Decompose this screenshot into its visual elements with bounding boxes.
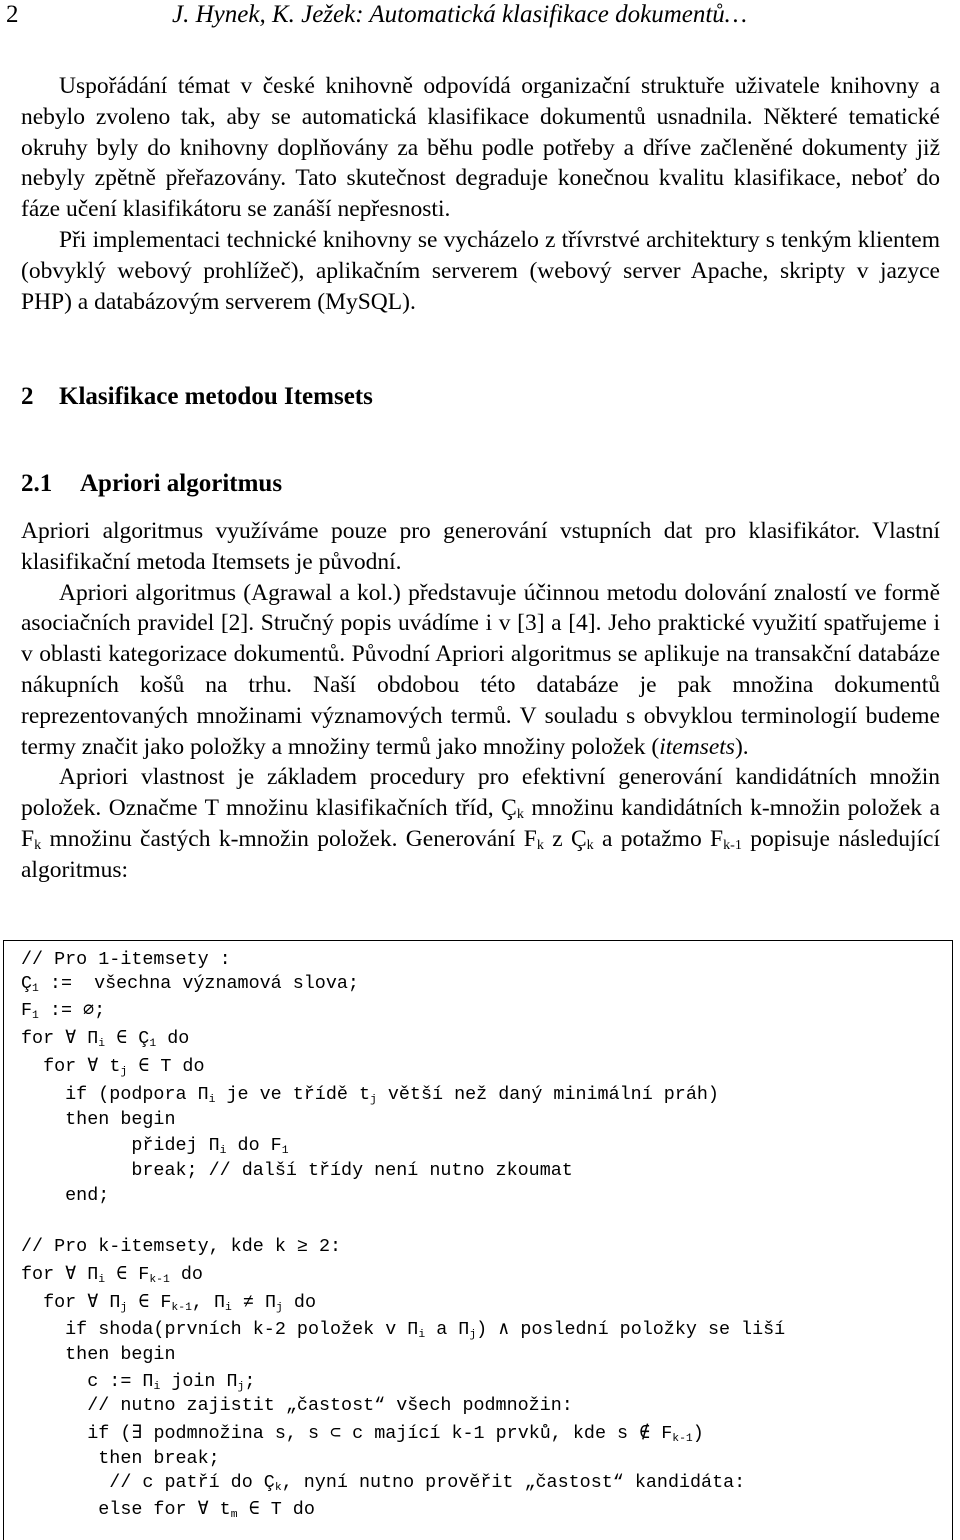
code-line: then break; xyxy=(21,1448,220,1469)
code-line: // nutno zajistit „častost“ všech podmnožin: xyxy=(21,1395,573,1416)
code-line: for ∀ $\Pi_j$ ∈ $F_{k-1}$, $\Pi_i \ne \Pi_j$ do xyxy=(21,1292,316,1314)
section-2-1-heading xyxy=(21,469,282,499)
apriori-paragraph-2: Apriori algoritmus (Agrawal a kol.) představuje účinnou metodu dolování znalostí ve formě asociačních pravidel [2]. Stručný popis uvádíme i v [3] a [4]. Jeho praktické využití spatřujeme i v oblasti kategorizace dokumentů. Původní Apriori algoritmus se aplikuje na transakční databáze nákupních košů na trhu. Naší obdobou této databáze je pak množina dokumentů reprezentovaných množinami významových termů. V souladu s obvyklou terminologií budeme termy značit jako položky a množiny termů jako množiny položek (itemsets). xyxy=(21,579,940,760)
subsection-title: Apriori algoritmus xyxy=(80,470,283,497)
apriori-paragraph-3: Apriori vlastnost je základem procedury pro efektivní generování kandidátních množin položek. Označme T množinu klasifikačních tříd, $Ç_k$ množinu kandidátních k-množin položek a $F_k$ množinu častých k-množin položek. Generování $F_k$ z $Ç_k$ a potažmo $F_{k-1}$ popisuje následující algoritmus: xyxy=(21,764,941,883)
code-line: then begin xyxy=(21,1109,176,1130)
code-line: c := $\Pi_i$ join $\Pi_j$; xyxy=(21,1371,256,1393)
page-number: 2 xyxy=(6,1,19,28)
code-line: $F_1$ := ∅; xyxy=(21,1000,106,1022)
code-line: // Pro 1-itemsety : xyxy=(21,949,231,970)
code-line: // Pro k-itemsety, kde k ≥ 2: xyxy=(21,1236,342,1257)
code-line: if shoda(prvních k-2 položek v $\Pi_i$ a $\Pi_j$) ∧ poslední položky se liší xyxy=(21,1319,786,1341)
code-line: if (∃ podmnožina s, s ⊂ c mající k-1 prvků, kde s ∉ $F_{k-1}$) xyxy=(21,1423,704,1445)
intro-paragraph-2: Při implementaci technické knihovny se vycházelo z třívrstvé architektury s tenkým klientem (obvyklý webový prohlížeč), aplikačním serverem (webový server Apache, skripty v jazyce PHP) a databázovým serverem (MySQL). xyxy=(21,226,940,315)
code-line: break; // další třídy není nutno zkoumat xyxy=(21,1160,573,1181)
code-line: for ∀ $\Pi_i$ ∈ $Ç_1$ do xyxy=(21,1028,190,1050)
intro-section xyxy=(21,71,940,317)
code-line: $Ç_1$ := všechna významová slova; xyxy=(21,973,359,995)
code-line: if (podpora $\Pi_i$ je ve třídě $t_j$ větší než daný minimální práh) xyxy=(21,1084,719,1106)
running-title: J. Hynek, K. Ježek: Automatická klasifikace dokumentů… xyxy=(172,1,748,28)
code-line: přidej $\Pi_i$ do $F_1$ xyxy=(21,1135,289,1157)
running-header xyxy=(6,0,747,30)
section-title: Klasifikace metodou Itemsets xyxy=(59,383,373,410)
code-line: then begin xyxy=(21,1344,176,1365)
code-line: end; xyxy=(21,1185,110,1206)
intro-paragraph-1: Uspořádání témat v české knihovně odpovídá organizační struktuře uživatele knihovny a nebylo zvoleno tak, aby se automatická klasifikace dokumentů usnadnila. Některé tematické okruhy byly do knihovny doplňovány za běhu podle potřeby a dříve začleněné dokumenty již nebyly zpětně přeřazovány. Tato skutečnost degraduje konečnou kvalitu klasifikace, neboť do fáze učení klasifikátoru se zanáší nepřesnosti. xyxy=(21,73,940,223)
code-line: for ∀ $\Pi_i$ ∈ $F_{k-1}$ do xyxy=(21,1264,203,1286)
section-number: 2 xyxy=(21,383,34,410)
subsection-number: 2.1 xyxy=(21,470,53,497)
code-line: else for ∀ $t_m$ ∈ T do xyxy=(21,1499,315,1521)
code-line: for ∀ $t_j$ ∈ T do xyxy=(21,1056,205,1078)
apriori-paragraph-1: Apriori algoritmus využíváme pouze pro generování vstupních dat pro klasifikátor. Vlastní klasifikační metoda Itemsets je původní. xyxy=(21,518,940,575)
section-2-heading xyxy=(21,382,373,412)
apriori-section xyxy=(21,516,940,886)
code-line: // c patří do $Ç_k$, nyní nutno prověřit „častost“ kandidáta: xyxy=(21,1472,746,1494)
